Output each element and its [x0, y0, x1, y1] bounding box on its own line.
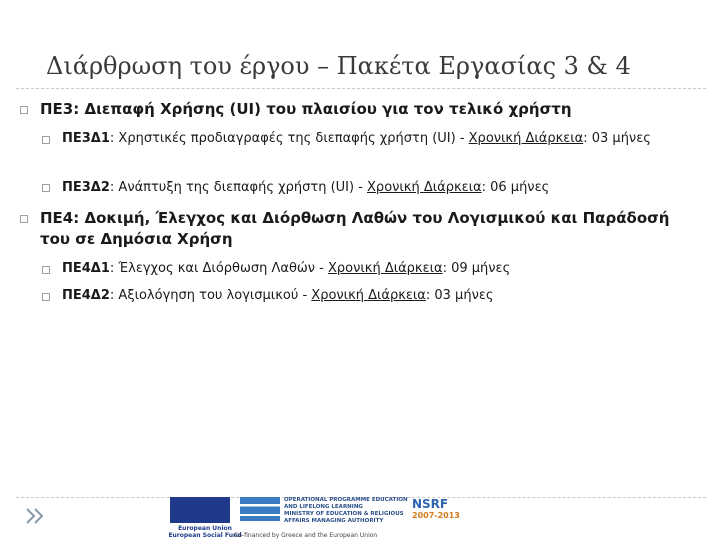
duration-label: Χρονική Διάρκεια [328, 261, 443, 276]
square-bullet-icon [42, 293, 50, 301]
duration-label: Χρονική Διάρκεια [367, 180, 482, 195]
square-bullet-icon [20, 106, 28, 114]
square-bullet-icon [20, 215, 28, 223]
work-package-4-heading: ΠΕ4: Δοκιμή, Έλεγχος και Διόρθωση Λαθών του Λογισμικού και Παράδοσή του σε Δημόσια Χρήση [40, 209, 670, 248]
duration-value: : 06 μήνες [481, 180, 550, 195]
nsrf-logo [412, 497, 472, 527]
sponsor-logos [160, 493, 480, 540]
nsrf-title: NSRF [412, 497, 449, 511]
nsrf-years: 2007-2013 [412, 511, 460, 520]
deliverable-text: : Χρηστικές προδιαγραφές της διεπαφής χρήστη (UI) - [109, 131, 469, 146]
deliverable-code: ΠΕ3Δ2 [62, 180, 110, 195]
work-package-3-heading: ΠΕ3: Διεπαφή Χρήσης (UI) του πλαισίου για τον τελικό χρήστη [40, 100, 572, 118]
op-subtitle: MINISTRY OF EDUCATION & RELIGIOUS AFFAIRS MANAGING AUTHORITY [284, 511, 404, 524]
slide-title: Διάρθρωση του έργου – Πακέτα Εργασίας 3 & 4 [46, 52, 631, 80]
square-bullet-icon [42, 136, 50, 144]
deliverable-pe4d1 [62, 259, 692, 278]
duration-value: : 09 μήνες [442, 261, 511, 276]
deliverable-text: : Ανάπτυξη της διεπαφής χρήστη (UI) - [109, 180, 368, 195]
op-title: OPERATIONAL PROGRAMME EDUCATION AND LIFELONG LEARNING [284, 497, 408, 510]
eu-logo [166, 493, 242, 539]
duration-label: Χρονική Διάρκεια [311, 288, 426, 303]
title-divider [16, 88, 706, 89]
cofinancing-note: Co-financed by Greece and the European Union [234, 532, 378, 539]
eu-name: European Union [178, 525, 232, 532]
square-bullet-icon [42, 184, 50, 192]
deliverable-text: : Έλεγχος και Διόρθωση Λαθών - [109, 261, 329, 276]
deliverable-text: : Αξιολόγηση του λογισμικού - [109, 288, 312, 303]
operational-programme-logo [240, 493, 412, 533]
deliverable-code: ΠΕ3Δ1 [62, 131, 110, 146]
deliverable-code: ΠΕ4Δ2 [62, 288, 110, 303]
op-logo-icon [240, 497, 280, 521]
slide-navigation-arrow-icon[interactable] [24, 505, 46, 527]
deliverable-pe3d1 [62, 129, 692, 148]
duration-value: : 03 μήνες [583, 131, 651, 146]
esf-name: European Social Fund [168, 532, 242, 539]
deliverable-code: ΠΕ4Δ1 [62, 261, 110, 276]
duration-value: : 03 μήνες [425, 288, 494, 303]
deliverable-pe4d2 [62, 286, 692, 305]
eu-flag-icon [170, 497, 230, 523]
duration-label: Χρονική Διάρκεια [468, 131, 584, 146]
square-bullet-icon [42, 266, 50, 274]
deliverable-pe3d2 [62, 178, 692, 197]
